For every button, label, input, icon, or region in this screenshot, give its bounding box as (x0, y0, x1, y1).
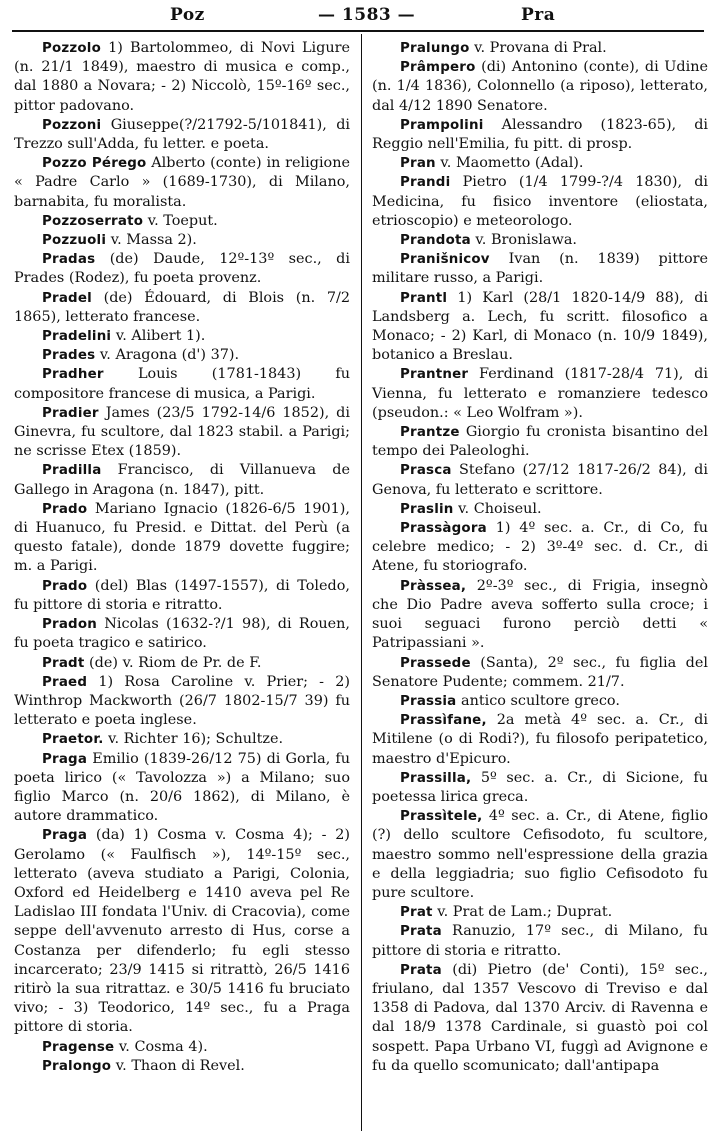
entry-text: 2a metà 4º sec. a. Cr., di Mitilene (o di Rodi?), fu filosofo peripatetico, maestro d'Epicuro. (372, 712, 708, 767)
entry-headword: Praetor. (42, 732, 104, 748)
entry-headword: Pradel (42, 290, 92, 306)
entry-headword: Pràssea, (400, 578, 467, 594)
dictionary-entry (14, 673, 350, 731)
dictionary-entry (372, 423, 708, 461)
running-header (12, 4, 704, 32)
entry-text: (de) v. Riom de Pr. de F. (89, 654, 262, 671)
entry-headword: Prado (42, 578, 88, 594)
entry-text: Alberto (conte) in religione « Padre Carlo » (1689-1730), di Milano, barnabita, fu moralista. (14, 155, 351, 210)
dictionary-entry (372, 654, 708, 692)
entry-text: v. Alibert 1). (115, 328, 206, 345)
entry-headword: Pradier (42, 405, 99, 421)
dictionary-entry (14, 154, 350, 212)
entry-headword: Pradas (42, 252, 96, 268)
dictionary-entry (14, 250, 350, 288)
entry-text: v. Aragona (d') 37). (99, 347, 240, 364)
entry-text: v. Cosma 4). (118, 1038, 208, 1055)
entry-text: (de) Daude, 12º-13º sec., di Prades (Rodez), fu poeta provenz. (14, 251, 350, 287)
dictionary-entry (372, 807, 708, 903)
dictionary-entry (14, 212, 350, 231)
entry-text: v. Toeput. (147, 212, 218, 229)
dictionary-entry (14, 1057, 350, 1076)
entry-headword: Praga (42, 751, 88, 767)
entry-headword: Prandota (400, 233, 471, 249)
dictionary-entry (14, 289, 350, 327)
dictionary-entry (372, 173, 708, 231)
dictionary-entry (14, 327, 350, 346)
dictionary-entry (14, 826, 350, 1037)
dictionary-entry (14, 404, 350, 462)
dictionary-entry (372, 116, 708, 154)
entry-text: 5º sec. a. Cr., di Sicione, fu poetessa lirica greca. (372, 769, 709, 805)
entry-text: v. Richter 16); Schultze. (108, 731, 284, 748)
entry-text: Pietro (1/4 1799-?/4 1830), di Medicina, fu fisico inventore (eliostata, etrioscopio) e meteorologo. (372, 174, 709, 229)
entry-headword: Prades (42, 348, 96, 364)
dictionary-entry (372, 922, 708, 960)
dictionary-entry (14, 231, 350, 250)
entry-text: v. Provana di Pral. (474, 40, 607, 56)
dictionary-entry (14, 346, 350, 365)
entry-text: Francisco, di Villanueva de Gallego in Aragona (n. 1847), pitt. (14, 462, 350, 498)
entry-text: Ferdinand (1817-28/4 71), di Vienna, fu letterato e romanziere tedesco (pseudon.: « Leo Wolfram »). (372, 366, 708, 421)
entry-text: v. Prat de Lam.; Duprat. (437, 904, 613, 921)
entry-headword: Prantl (400, 290, 448, 306)
entry-headword: Prassilla, (400, 770, 472, 786)
entry-headword: Pranišnicov (400, 252, 490, 268)
entry-text: v. Maometto (Adal). (440, 155, 584, 172)
entry-text: Mariano Ignacio (1826-6/5 1901), di Huanuco, fu Presid. e Dittat. del Perù (a questo fatale), donde 1879 dovette fuggire; m. a Parigi. (14, 500, 350, 575)
entry-headword: Pozzoserrato (42, 213, 144, 229)
dictionary-entry (372, 500, 708, 519)
entry-text: (Santa), 2º sec., fu figlia del Senatore Pudente; commem. 21/7. (372, 654, 709, 690)
entry-text: (di) Pietro (de' Conti), 15º sec., friulano, dal 1357 Vescovo di Treviso e dal 1358 di Padova, dal 1370 Arciv. di Ravenna e dal 18/9 1378 Cardinale, si guastò poi col sospett. Papa Urbano VI, fuggì ad Avignone e fu da quello scomunicato; dall'antipapa (372, 961, 709, 1074)
entry-text: (da) 1) Cosma v. Cosma 4); - 2) Gerolamo (« Faulfisch »), 14º-15º sec., letterato (aveva studiato a Parigi, Colonia, Oxford ed Heidelberg e 1410 aveva pel Re Ladislao III fondata l'Univ. di Cracovia), come seppe dell'avvenuto arresto di Hus, corse a Costanza per difenderlo; fu egli stesso incarcerato; 23/9 1415 si ritrattò, 26/5 1416 ritirò la sua ritrattaz. e 30/5 1416 fu bruciato vivo; - 3) Teodorico, 14º sec., fu a Praga pittore di storia. (14, 827, 350, 1036)
entry-headword: Prassìtele, (400, 809, 483, 825)
dictionary-entry (372, 289, 708, 366)
dictionary-entry (14, 1038, 350, 1057)
entry-text: v. Choiseul. (458, 500, 542, 517)
entry-headword: Prassàgora (400, 521, 487, 537)
entry-text: (de) Édouard, di Blois (n. 7/2 1865), letterato francese. (14, 289, 351, 325)
entry-text: 1) 4º sec. a. Cr., di Co, fu celebre medico; - 2) 3º-4º sec. d. Cr., di Atene, fu storiografo. (372, 520, 708, 575)
dictionary-entry (372, 903, 708, 922)
entry-headword: Pradelini (42, 329, 112, 345)
entry-headword: Pozzuoli (42, 233, 107, 249)
entry-text: 2º-3º sec., di Frigia, insegnò che Dio Padre aveva sofferto sulla croce; i suoi seguaci furono perciò detti « Patripassiani ». (372, 577, 708, 652)
dictionary-entry (14, 750, 350, 827)
entry-headword: Prasca (400, 463, 452, 479)
entry-text: Stefano (27/12 1817-26/2 84), di Genova, fu letterato e scrittore. (372, 462, 708, 498)
dictionary-entry (14, 615, 350, 653)
entry-text: antico scultore greco. (461, 692, 620, 709)
entry-text: 1) Karl (28/1 1820-14/9 88), di Landsberg a. Lech, fu scritt. filosofico a Monaco; - 2) Karl, di Monaco (n. 10/9 1849), botanico a Breslau. (372, 289, 709, 364)
header-last-entry: Pra (521, 5, 556, 25)
entry-headword: Pradon (42, 617, 97, 633)
entry-text: Alessandro (1823-65), di Reggio nell'Emilia, fu pitt. di prosp. (372, 116, 709, 153)
dictionary-entry (372, 711, 708, 769)
dictionary-entry (372, 519, 708, 577)
entry-headword: Prata (400, 962, 442, 978)
dictionary-entry (372, 769, 708, 807)
dictionary-entry (14, 461, 350, 499)
entry-text: Ranuzio, 17º sec., di Milano, fu pittore di storia e ritratto. (372, 923, 709, 959)
entry-text: James (23/5 1792-14/6 1852), di Ginevra, fu scultore, dal 1823 stabil. a Parigi; ne scrisse Etex (1859). (14, 404, 350, 460)
dictionary-entry (372, 39, 708, 58)
dictionary-entry (372, 692, 708, 711)
entry-text: Nicolas (1632-?/1 98), di Rouen, fu poeta tragico e satirico. (14, 616, 351, 652)
dictionary-entry (372, 58, 708, 116)
entry-text: (di) Antonino (conte), di Udine (n. 1/4 1836), Colonnello (a riposo), letterato, dal 4/12 1890 Senatore. (372, 59, 709, 114)
entry-headword: Prata (400, 924, 442, 940)
entry-headword: Pradher (42, 367, 104, 383)
entry-headword: Pragense (42, 1039, 115, 1055)
entry-headword: Prat (400, 905, 433, 921)
entry-text: v. Massa 2). (110, 232, 197, 249)
entry-headword: Prampolini (400, 117, 484, 133)
entry-text: Ivan (n. 1839) pittore militare russo, a Parigi. (372, 251, 708, 287)
header-first-entry: Poz (170, 5, 205, 25)
entry-text: 1) Rosa Caroline v. Prier; - 2) Winthrop Mackworth (26/7 1802-15/7 39) fu letterato e poeta inglese. (14, 673, 350, 729)
entry-headword: Prandi (400, 175, 451, 191)
entry-headword: Prassia (400, 693, 457, 709)
page-number: — 1583 — (318, 5, 416, 25)
entry-headword: Praslin (400, 501, 454, 517)
entry-headword: Pradt (42, 655, 85, 671)
entry-headword: Pozzolo (42, 41, 101, 56)
entry-headword: Pralungo (400, 41, 470, 56)
entry-headword: Pralongo (42, 1058, 112, 1074)
entry-headword: Prantze (400, 425, 460, 441)
dictionary-entry (372, 231, 708, 250)
dictionary-entry (14, 116, 350, 154)
dictionary-entry (14, 654, 350, 673)
dictionary-entry (372, 365, 708, 423)
dictionary-entry (372, 250, 708, 288)
entry-text: Giorgio fu cronista bisantino del tempo dei Paleologhi. (372, 424, 708, 460)
entry-text: 1) Bartolommeo, di Novi Ligure (n. 21/1 1849), maestro di musica e comp., dal 1880 a Novara; - 2) Niccolò, 15º-16º sec., pittor padovano. (14, 40, 350, 114)
dictionary-entry (14, 577, 350, 615)
entry-text: (del) Blas (1497-1557), di Toledo, fu pittore di storia e ritratto. (14, 577, 350, 613)
dictionary-entry (14, 39, 350, 116)
dictionary-entry (372, 961, 708, 1076)
entry-headword: Praga (42, 828, 88, 844)
entry-headword: Pradilla (42, 463, 102, 479)
entry-headword: Pozzoni (42, 117, 102, 133)
entry-headword: Prassìfane, (400, 713, 487, 729)
dictionary-entry (372, 154, 708, 173)
entry-headword: Prassede (400, 655, 471, 671)
entry-text: 4º sec. a. Cr., di Atene, figlio (?) dello scultore Cefisodoto, fu scultore, maestro sommo nell'espressione della grazia e della leggiadria; suo figlio Cefisodoto fu pure scultore. (372, 808, 709, 901)
entry-text: Emilio (1839-26/12 75) di Gorla, fu poeta lirico (« Tavolozza ») a Milano; suo figlio Marco (n. 20/6 1862), di Milano, è autore drammatico. (14, 750, 350, 825)
dictionary-entry (14, 500, 350, 577)
entry-headword: Prado (42, 501, 88, 517)
entry-headword: Pran (400, 156, 436, 172)
entry-text: v. Bronislawa. (475, 232, 577, 249)
dictionary-entry (372, 461, 708, 499)
entry-text: Giuseppe(?/21792-5/101841), di Trezzo sull'Adda, fu letter. e poeta. (14, 116, 351, 153)
entry-text: Louis (1781-1843) fu compositore francese di musica, a Parigi. (14, 366, 350, 402)
dictionary-entry (14, 365, 350, 403)
right-column (372, 39, 708, 1076)
entry-headword: Praed (42, 674, 88, 690)
dictionary-entry (14, 730, 350, 749)
column-divider (361, 34, 362, 1131)
entry-headword: Prantner (400, 367, 469, 383)
left-column (14, 39, 350, 1076)
dictionary-entry (372, 577, 708, 654)
entry-text: v. Thaon di Revel. (115, 1057, 245, 1074)
entry-headword: Pozzo Pérego (42, 156, 147, 172)
entry-headword: Prâmpero (400, 60, 476, 76)
